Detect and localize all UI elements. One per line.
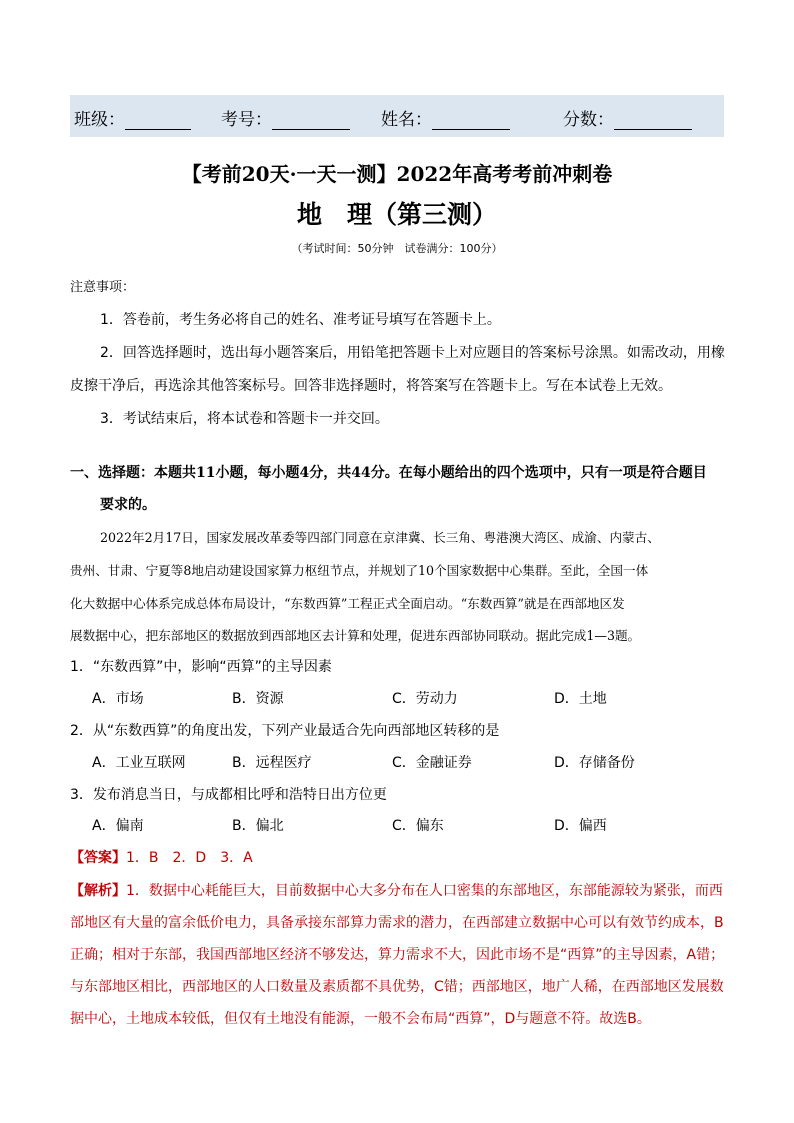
name-blank[interactable] — [432, 111, 510, 130]
score-field — [563, 105, 692, 130]
name-field — [381, 105, 510, 130]
notes-item-2-line-1: 2．回答选择题时，选出每小题答案后，用铅笔把答题卡上对应题目的答案标号涂黑。如需改动，用橡 — [100, 345, 725, 361]
question-1-stem: 1．“东数西算”中，影响“西算”的主导因素 — [70, 659, 332, 675]
answer-label: 【答案】 — [70, 850, 126, 866]
header-bar — [70, 95, 724, 137]
name-label: 姓名： — [381, 110, 432, 130]
analysis-line-5: 据中心，土地成本较低，但仅有土地没有能源，一般不会布局“西算”，D与题意不符。故选B。 — [70, 1011, 651, 1027]
analysis-line-2: 部地区有大量的富余低价电力，具备承接东部算力需求的潜力，在西部建立数据中心可以有效节约成本，B — [70, 915, 724, 931]
answer-text: 1．B 2．D 3．A — [126, 850, 253, 866]
notes-item-3: 3．考试结束后，将本试卷和答题卡一并交回。 — [100, 411, 389, 427]
question-2-option-b[interactable]: B．远程医疗 — [232, 755, 312, 771]
exam-no-label: 考号： — [221, 110, 272, 130]
question-3-option-a[interactable]: A．偏南 — [92, 818, 144, 834]
question-2-option-d[interactable]: D．存储备份 — [554, 755, 635, 771]
notes-item-2-line-2: 皮擦干净后，再选涂其他答案标号。回答非选择题时，将答案写在答题卡上。写在本试卷上无效。 — [70, 378, 672, 394]
question-1-option-d[interactable]: D．土地 — [554, 691, 607, 707]
subject-title: 地 理（第三测） — [296, 200, 497, 229]
passage-line-2: 贵州、甘肃、宁夏等8地启动建设国家算力枢纽节点，并规划了10个国家数据中心集群。至此，全国一体 — [70, 563, 649, 578]
section-heading-line-1: 一、选择题：本题共11小题，每小题4分，共44分。在每小题给出的四个选项中，只有一项是符合题目 — [70, 465, 707, 481]
analysis-line-4: 与东部地区相比，西部地区的人口数量及素质都不具优势，C错；西部地区，地广人稀，在西部地区发展数 — [70, 979, 724, 995]
answer-line — [70, 847, 253, 867]
analysis-text-1: 1．数据中心耗能巨大，目前数据中心大多分布在人口密集的东部地区，东部能源较为紧张，而西 — [126, 883, 723, 899]
class-field — [74, 105, 191, 130]
question-1-option-b[interactable]: B．资源 — [232, 691, 284, 707]
question-2-stem: 2．从“东数西算”的角度出发，下列产业最适合先向西部地区转移的是 — [70, 723, 500, 739]
score-label: 分数： — [563, 110, 614, 130]
score-blank[interactable] — [614, 111, 692, 130]
question-3-option-b[interactable]: B．偏北 — [232, 818, 284, 834]
section-heading-line-2: 要求的。 — [100, 497, 156, 513]
question-2-option-a[interactable]: A．工业互联网 — [92, 755, 186, 771]
question-1-option-c[interactable]: C．劳动力 — [392, 691, 458, 707]
passage-line-1: 2022年2月17日，国家发展改革委等四部门同意在京津冀、长三角、粤港澳大湾区、成渝、内蒙古、 — [100, 530, 660, 545]
question-3-stem: 3．发布消息当日，与成都相比呼和浩特日出方位更 — [70, 787, 387, 803]
notes-heading: 注意事项： — [70, 280, 136, 295]
class-label: 班级： — [74, 110, 125, 130]
class-blank[interactable] — [125, 111, 191, 130]
passage-line-3: 化大数据中心体系完成总体布局设计，“东数西算”工程正式全面启动。“东数西算”就是在西部地区发 — [70, 596, 625, 611]
exam-info: （考试时间：50分钟 试卷满分：100分） — [291, 242, 503, 255]
question-1-option-a[interactable]: A．市场 — [92, 691, 144, 707]
analysis-line-3: 正确；相对于东部，我国西部地区经济不够发达，算力需求不大，因此市场不是“西算”的主导因素，A错； — [70, 947, 725, 963]
question-3-option-d[interactable]: D．偏西 — [554, 818, 607, 834]
analysis-label: 【解析】 — [70, 883, 126, 899]
question-2-option-c[interactable]: C．金融证券 — [392, 755, 472, 771]
exam-no-blank[interactable] — [272, 111, 350, 130]
notes-item-1: 1．答卷前，考生务必将自己的姓名、准考证号填写在答题卡上。 — [100, 312, 501, 328]
exam-no-field — [221, 105, 350, 130]
analysis-line-1 — [70, 880, 723, 900]
exam-title: 【考前20天·一天一测】2022年高考考前冲刺卷 — [181, 162, 613, 186]
question-3-option-c[interactable]: C．偏东 — [392, 818, 444, 834]
passage-line-4: 展数据中心，把东部地区的数据放到西部地区去计算和处理，促进东西部协同联动。据此完成1—3题。 — [70, 628, 641, 643]
